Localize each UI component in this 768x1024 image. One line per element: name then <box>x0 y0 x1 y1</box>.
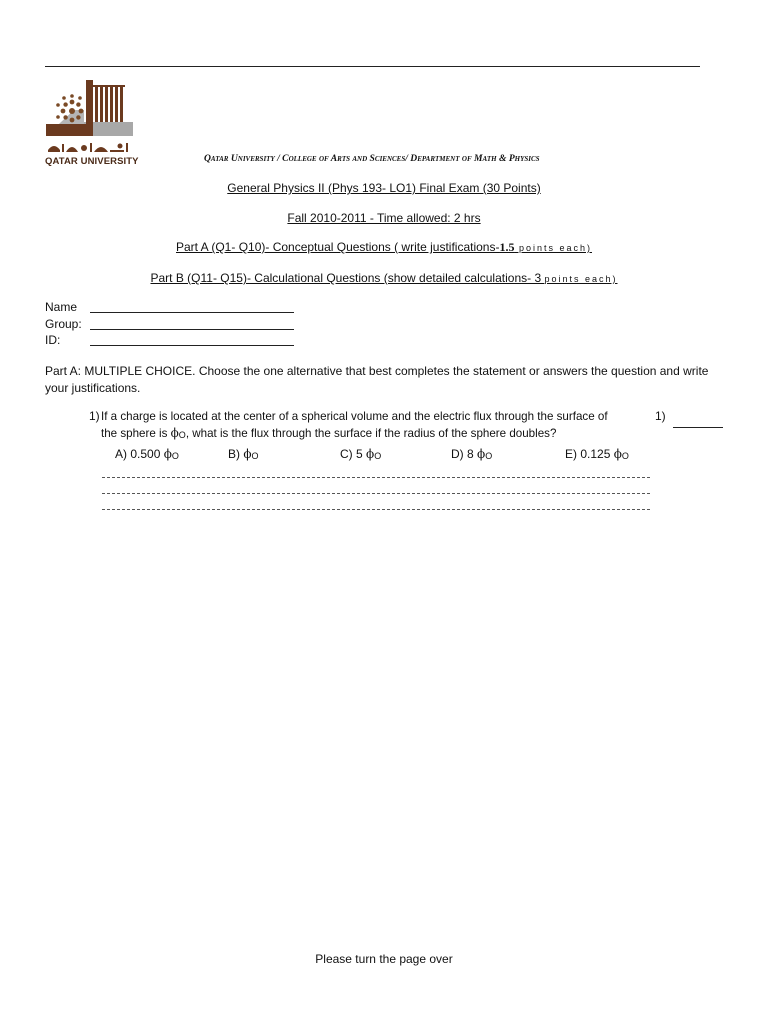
phi-subscript: O <box>178 430 186 440</box>
exam-term <box>0 211 768 225</box>
answer-number: 1) <box>655 409 666 423</box>
part-b-suffix: points each) <box>544 274 618 284</box>
question-1-line-2-pre: the sphere is <box>101 427 171 440</box>
university-name-english: QATAR UNIVERSITY <box>45 156 139 167</box>
phi-symbol: ϕ <box>170 426 179 440</box>
qatar-university-logo <box>44 80 136 166</box>
group-label: Group: <box>45 317 82 331</box>
exam-title-text: General Physics II (Phys 193- LO1) Final Exam (30 Points) <box>227 181 541 195</box>
page-footer: Please turn the page over <box>315 952 453 966</box>
name-label: Name <box>45 300 78 314</box>
exam-title <box>0 181 768 195</box>
question-1-text <box>101 409 641 442</box>
choice-b[interactable]: B) ϕO <box>228 447 259 461</box>
group-field[interactable] <box>90 329 294 330</box>
name-field[interactable] <box>90 312 294 313</box>
justification-line-1[interactable] <box>102 477 650 478</box>
part-a-suffix: points each) <box>514 243 592 253</box>
justification-line-2[interactable] <box>102 493 650 494</box>
part-b-prefix: Part B (Q11- Q15)- Calculational Questions (show detailed calculations- 3 <box>150 271 545 285</box>
question-1-line-2-post: , what is the flux through the surface if the radius of the sphere doubles? <box>185 427 557 440</box>
exam-term-text: Fall 2010-2011 - Time allowed: 2 hrs <box>287 211 481 225</box>
part-a-heading-text <box>176 240 592 254</box>
part-a-prefix: Part A (Q1- Q10)- Conceptual Questions ( write justifications- <box>176 240 500 254</box>
top-rule <box>45 66 700 67</box>
part-b-heading <box>0 271 768 285</box>
part-b-heading-text <box>151 271 618 285</box>
choice-c[interactable]: C) 5 ϕO <box>340 447 382 461</box>
part-a-heading <box>0 240 768 255</box>
question-1-line-1: If a charge is located at the center of a spherical volume and the electric flux through the surface of <box>101 410 608 423</box>
question-1-number: 1) <box>89 409 100 423</box>
choice-d[interactable]: D) 8 ϕO <box>451 447 493 461</box>
answer-blank[interactable] <box>673 427 723 428</box>
id-label: ID: <box>45 333 61 347</box>
part-a-instructions: Part A: MULTIPLE CHOICE. Choose the one alternative that best completes the statement or answers the question and write your justifications. <box>45 364 709 395</box>
choice-e[interactable]: E) 0.125 ϕO <box>565 447 629 461</box>
choice-a[interactable]: A) 0.500 ϕO <box>115 447 179 461</box>
institution-line: Qatar University / College of Arts and Sciences/ Department of Math & Physics <box>204 153 540 164</box>
id-field[interactable] <box>90 345 294 346</box>
question-1-line-2 <box>101 425 641 442</box>
part-a-points: 1.5 <box>499 240 515 254</box>
justification-line-3[interactable] <box>102 509 650 510</box>
